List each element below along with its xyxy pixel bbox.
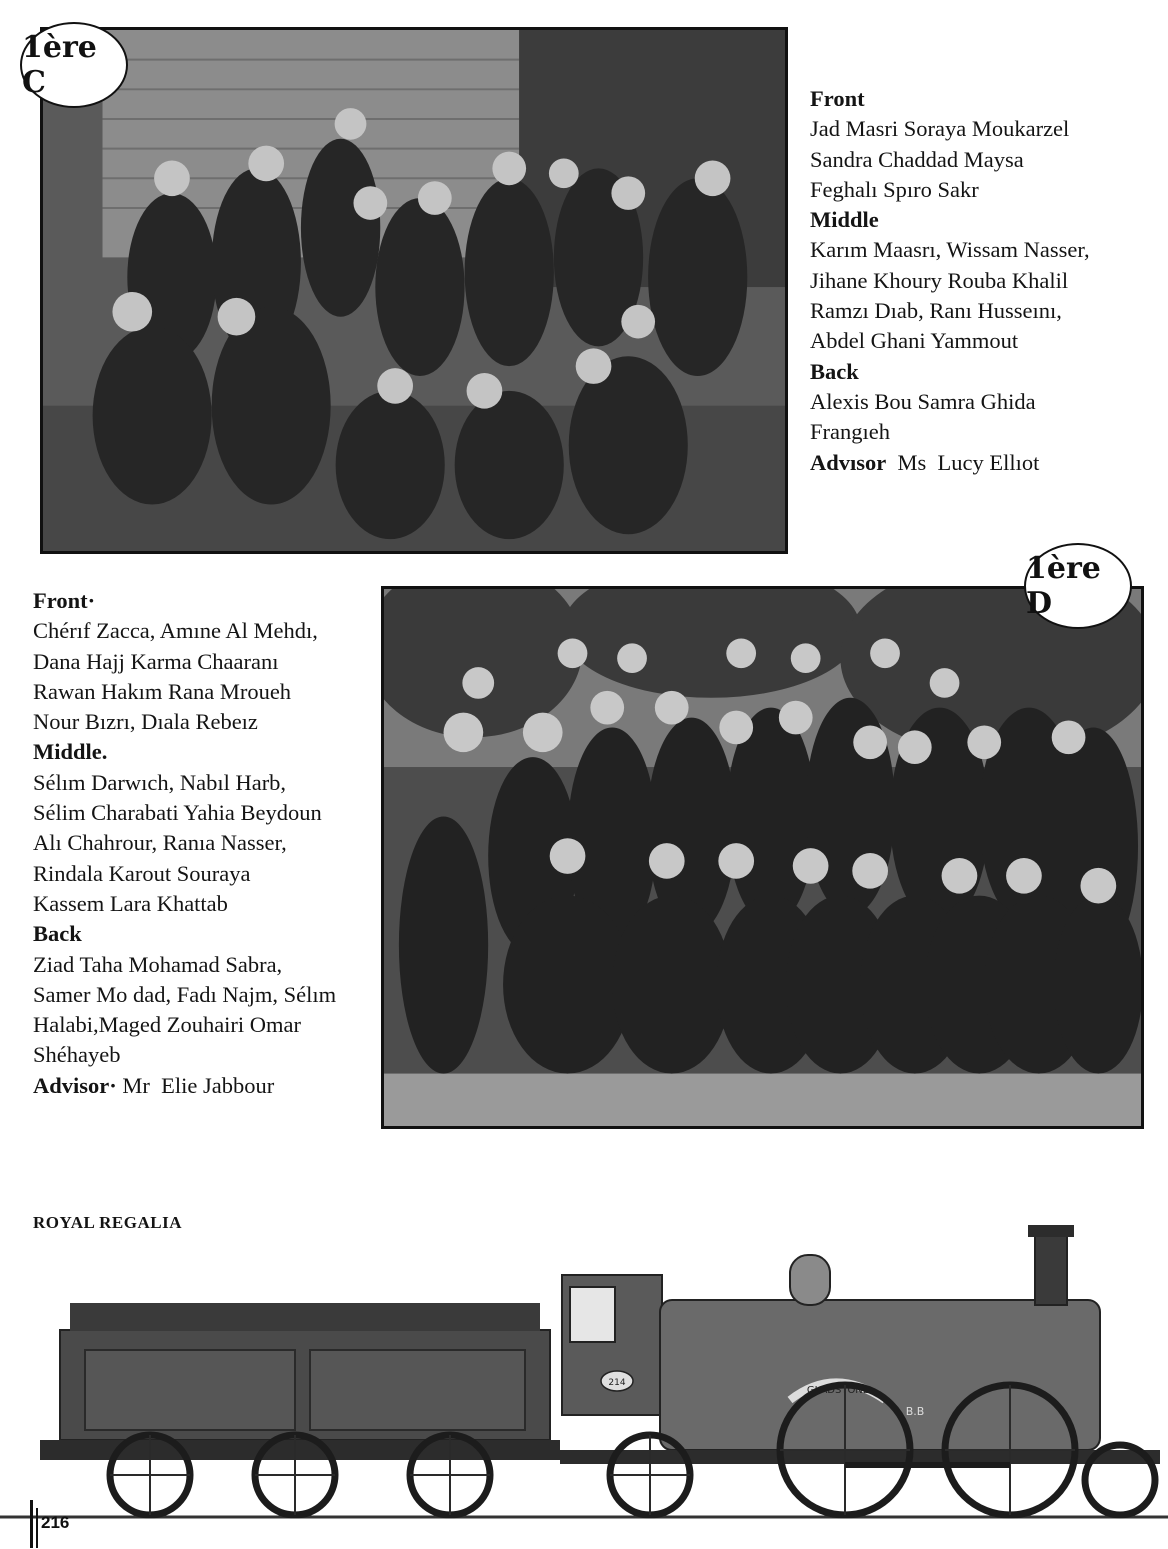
class-photo-1ere-c xyxy=(40,27,788,554)
name-line: Ramzı Dıab, Ranı Husseını, xyxy=(810,298,1062,324)
advisor-label: Advısor xyxy=(810,449,887,475)
class-photo-1ere-d xyxy=(381,586,1144,1129)
advisor-name: Mr Elie Jabbour xyxy=(116,1072,275,1098)
name-line: Frangıeh xyxy=(810,419,890,445)
name-line: Nour Bızrı, Dıala Rebeız xyxy=(33,709,258,735)
name-line: Jad Masri Soraya Moukarzel xyxy=(810,116,1070,142)
engine-name-plate: GLADSTONE xyxy=(806,1385,870,1396)
name-line: Middle xyxy=(810,207,879,233)
name-line: Shéhayeb xyxy=(33,1042,121,1068)
locomotive-caption: ROYAL REGALIA xyxy=(33,1213,182,1232)
advisor-label: Advisor· xyxy=(33,1072,117,1098)
advisor-name: Ms Lucy Ellıot xyxy=(886,449,1040,475)
class-badge-1ere-c: 1ère C xyxy=(20,22,128,108)
names-list-1ere-c xyxy=(810,84,1090,478)
locomotive-illustration xyxy=(0,1225,1168,1549)
folio-rule xyxy=(36,1508,38,1548)
name-line: Abdel Ghani Yammout xyxy=(810,328,1019,354)
name-line: Alexis Bou Samra Ghida xyxy=(810,388,1036,414)
name-line: Rawan Hakım Rana Mroueh xyxy=(33,678,292,704)
page-number: 216 xyxy=(41,1513,70,1532)
name-line: Alı Chahrour, Ranıa Nasser, xyxy=(33,830,287,856)
class-badge-1ere-d: 1ère D xyxy=(1024,543,1132,629)
advisor-line xyxy=(810,448,1090,478)
name-line: Samer Mo dad, Fadı Najm, Sélım xyxy=(33,981,337,1007)
name-line: Back xyxy=(33,921,82,947)
name-line: Halabi,Maged Zouhairi Omar xyxy=(33,1012,302,1038)
name-line: Feghalı Spıro Sakr xyxy=(810,176,979,202)
name-line: Chérıf Zacca, Amıne Al Mehdı, xyxy=(33,618,318,644)
name-line: Middle. xyxy=(33,739,108,765)
folio-rule xyxy=(30,1500,33,1548)
name-line: Jihane Khoury Rouba Khalil xyxy=(810,267,1069,293)
advisor-line xyxy=(33,1071,336,1101)
name-line: Front xyxy=(810,86,865,111)
name-line: Back xyxy=(810,358,859,384)
name-line: Sandra Chaddad Maysa xyxy=(810,146,1024,172)
engine-plate-text: B.B xyxy=(905,1405,925,1418)
name-line: Rindala Karout Souraya xyxy=(33,860,251,886)
engine-number: 214 xyxy=(608,1378,626,1388)
group-photo-illustration xyxy=(384,589,1141,1126)
name-line: Karım Maasrı, Wissam Nasser, xyxy=(810,237,1090,263)
name-line: Sélım Darwıch, Nabıl Harb, xyxy=(33,769,287,795)
name-line: Kassem Lara Khattab xyxy=(33,890,228,916)
name-line: Ziad Taha Mohamad Sabra, xyxy=(33,951,283,977)
name-line: Front· xyxy=(33,588,96,613)
name-line: Sélim Charabati Yahia Beydoun xyxy=(33,800,322,826)
page-number-marker xyxy=(30,1500,90,1548)
group-photo-illustration xyxy=(43,30,785,551)
name-line: Dana Hajj Karma Chaaranı xyxy=(33,648,279,674)
names-list-1ere-d xyxy=(33,586,336,1101)
